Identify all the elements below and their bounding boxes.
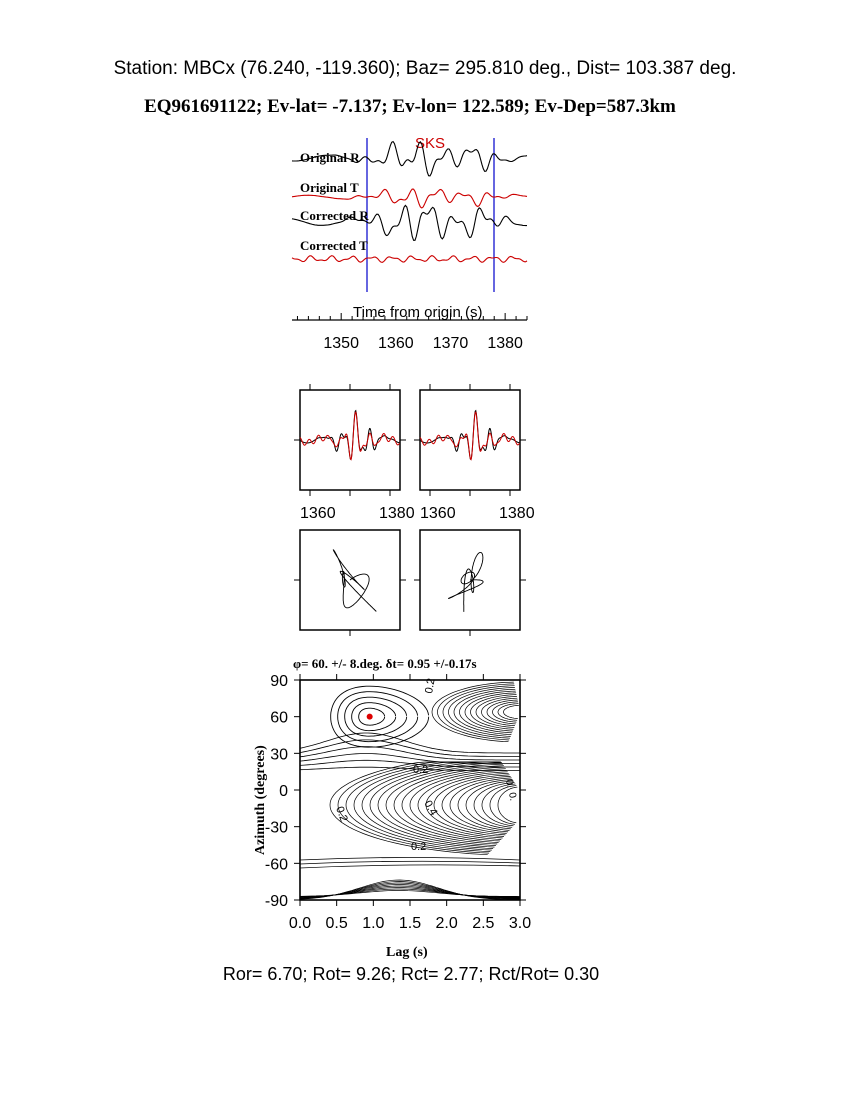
ratio-stats: Ror= 6.70; Rot= 9.26; Rct= 2.77; Rct/Rot= 0.30 (222, 964, 600, 984)
contour-label-4: 0.2 (411, 841, 427, 853)
trace-corrected-t (292, 256, 527, 263)
contour-label-6: 0. (503, 778, 516, 789)
contour-upper-right (493, 702, 519, 722)
best-fit-marker (367, 714, 373, 720)
contour-x-tick-label-0.0: 0.0 (288, 915, 312, 932)
time-tick-label-1350: 1350 (323, 335, 359, 352)
phase-label: SKS (415, 135, 446, 152)
particle-motion-corrected (420, 530, 520, 630)
contour-band (300, 861, 520, 864)
contour-lower (482, 784, 515, 826)
contour-band (300, 865, 520, 868)
contour-lower (378, 764, 503, 846)
contour-y-label: Azimuth (degrees) (253, 745, 268, 855)
particle-motion-corrected-trajectory (449, 552, 484, 612)
contour-y-tick-label-90: 90 (270, 673, 288, 690)
contour-label-3: 0.2 (333, 804, 350, 824)
contour-x-tick-label-3.0: 3.0 (508, 915, 532, 932)
contour-label-7: 0. (506, 791, 519, 802)
energy-contour-panel (253, 656, 531, 960)
trace-label-corrected-r: Corrected R (300, 208, 369, 223)
contour-label-2: 0.2 (413, 764, 429, 776)
time-tick-label-1380: 1380 (487, 335, 523, 352)
trace-label-corrected-t: Corrected T (300, 238, 368, 253)
contour-x-tick-label-1.5: 1.5 (398, 915, 422, 932)
contour-lower (442, 776, 511, 833)
event-header: EQ961691122; Ev-lat= -7.137; Ev-lon= 122.589; Ev-Dep=587.3km (144, 96, 676, 117)
station-header: Station: MBCx (76.240, -119.360); Baz= 295.810 deg., Dist= 103.387 deg. (113, 58, 737, 79)
trace-label-original-r: Original R (300, 150, 360, 165)
contour-upper-right (498, 704, 518, 721)
waveform-overlay-right (420, 390, 520, 490)
particle-motion-original (300, 530, 400, 630)
contour-upper-right (504, 705, 519, 718)
overlay-tick-label-left-1380: 1380 (379, 505, 415, 522)
contour-y-tick-label-0: 0 (279, 783, 288, 800)
contour-x-label: Lag (s) (386, 945, 428, 960)
contour-ring (331, 686, 429, 747)
contour-upper-right (454, 689, 515, 734)
contour-x-tick-label-1.0: 1.0 (362, 915, 385, 932)
particle-motion-original-trajectory (333, 550, 376, 612)
contour-y-tick-label-60: 60 (270, 709, 288, 727)
waveform-overlay-left (300, 390, 400, 490)
contour-y-tick-label--30: -30 (264, 819, 288, 837)
contour-y-tick-label-30: 30 (270, 746, 288, 764)
contour-label-5: 0.4 (421, 798, 440, 818)
seismogram-panel (292, 135, 527, 352)
contour-y-tick-label--60: -60 (264, 856, 288, 874)
contour-y-tick-label--90: -90 (264, 893, 288, 910)
time-axis-label: Time from origin (s) (353, 304, 483, 321)
time-tick-label-1360: 1360 (378, 335, 414, 352)
contour-label-1: 0.2 (423, 677, 438, 695)
contour-band (300, 858, 520, 861)
overlay-tick-label-left-1360: 1360 (300, 505, 336, 522)
trace-label-original-t: Original T (300, 180, 359, 195)
contour-lower (490, 786, 519, 825)
overlay-tick-label-right-1380: 1380 (499, 505, 535, 522)
contour-x-tick-label-0.5: 0.5 (325, 915, 348, 932)
time-tick-label-1370: 1370 (432, 335, 469, 352)
contour-x-tick-label-2.0: 2.0 (435, 915, 458, 932)
contour-x-tick-label-2.5: 2.5 (472, 915, 495, 932)
overlay-tick-label-right-1360: 1360 (420, 505, 456, 522)
contour-title: φ= 60. +/- 8.deg. δt= 0.95 +/-0.17s (293, 656, 477, 671)
